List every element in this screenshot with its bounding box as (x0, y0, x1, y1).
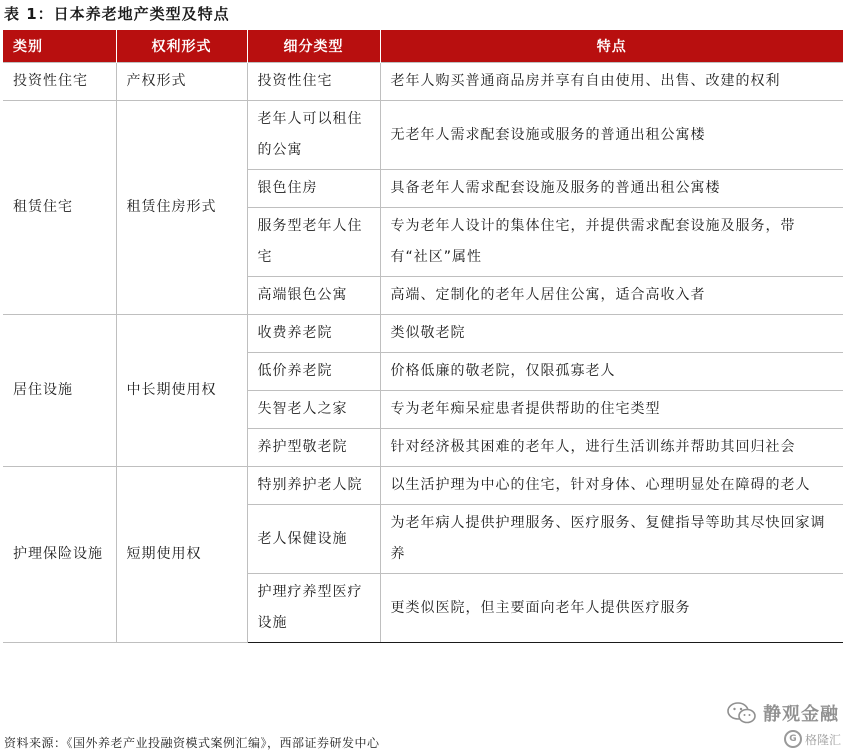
feature-cell: 高端、定制化的老年人居住公寓，适合高收入者 (380, 277, 843, 315)
subtype-cell: 失智老人之家 (247, 391, 380, 429)
subtype-cell: 服务型老年人住宅 (247, 208, 380, 277)
subtype-cell: 护理疗养型医疗设施 (247, 574, 380, 643)
right-form-cell: 短期使用权 (116, 467, 247, 643)
header-subtype: 细分类型 (247, 30, 380, 63)
feature-cell: 为老年病人提供护理服务、医疗服务、复健指导等助其尽快回家调养 (380, 505, 843, 574)
feature-cell: 无老年人需求配套设施或服务的普通出租公寓楼 (380, 101, 843, 170)
wechat-watermark (727, 700, 839, 726)
gelonghui-watermark (784, 730, 841, 748)
feature-cell: 专为老年痴呆症患者提供帮助的住宅类型 (380, 391, 843, 429)
right-form-cell: 中长期使用权 (116, 315, 247, 467)
feature-cell: 老年人购买普通商品房并享有自由使用、出售、改建的权利 (380, 63, 843, 101)
feature-cell: 针对经济极其困难的老年人，进行生活训练并帮助其回归社会 (380, 429, 843, 467)
subtype-cell: 老年人可以租住的公寓 (247, 101, 380, 170)
gelonghui-logo-icon: G (784, 730, 802, 748)
right-form-cell: 产权形式 (116, 63, 247, 101)
table-row (3, 101, 843, 170)
feature-cell: 类似敬老院 (380, 315, 843, 353)
table-row (3, 63, 843, 101)
subtype-cell: 高端银色公寓 (247, 277, 380, 315)
elderly-real-estate-table (3, 30, 843, 643)
feature-cell: 具备老年人需求配套设施及服务的普通出租公寓楼 (380, 170, 843, 208)
feature-cell: 更类似医院，但主要面向老年人提供医疗服务 (380, 574, 843, 643)
subtype-cell: 低价养老院 (247, 353, 380, 391)
wechat-icon (727, 702, 757, 724)
header-category: 类别 (3, 30, 116, 63)
feature-cell: 价格低廉的敬老院，仅限孤寡老人 (380, 353, 843, 391)
source-note: 资料来源：《国外养老产业投融资模式案例汇编》，西部证券研发中心 (4, 736, 380, 750)
subtype-cell: 养护型敬老院 (247, 429, 380, 467)
table-title: 表 1：日本养老地产类型及特点 (4, 5, 230, 23)
subtype-cell: 老人保健设施 (247, 505, 380, 574)
subtype-cell: 银色住房 (247, 170, 380, 208)
watermark-text: 静观金融 (763, 704, 839, 725)
table-row (3, 467, 843, 505)
category-cell: 居住设施 (3, 315, 116, 467)
header-right-form: 权利形式 (116, 30, 247, 63)
table-header-row (3, 30, 843, 63)
subtype-cell: 投资性住宅 (247, 63, 380, 101)
right-form-cell: 租赁住房形式 (116, 101, 247, 315)
category-cell: 租赁住宅 (3, 101, 116, 315)
feature-cell: 专为老年人设计的集体住宅，并提供需求配套设施及服务，带有“社区”属性 (380, 208, 843, 277)
category-cell: 护理保险设施 (3, 467, 116, 643)
table-row (3, 315, 843, 353)
feature-cell: 以生活护理为中心的住宅，针对身体、心理明显处在障碍的老人 (380, 467, 843, 505)
subtype-cell: 特别养护老人院 (247, 467, 380, 505)
header-feature: 特点 (380, 30, 843, 63)
subtype-cell: 收费养老院 (247, 315, 380, 353)
watermark2-text: 格隆汇 (804, 732, 841, 747)
category-cell: 投资性住宅 (3, 63, 116, 101)
